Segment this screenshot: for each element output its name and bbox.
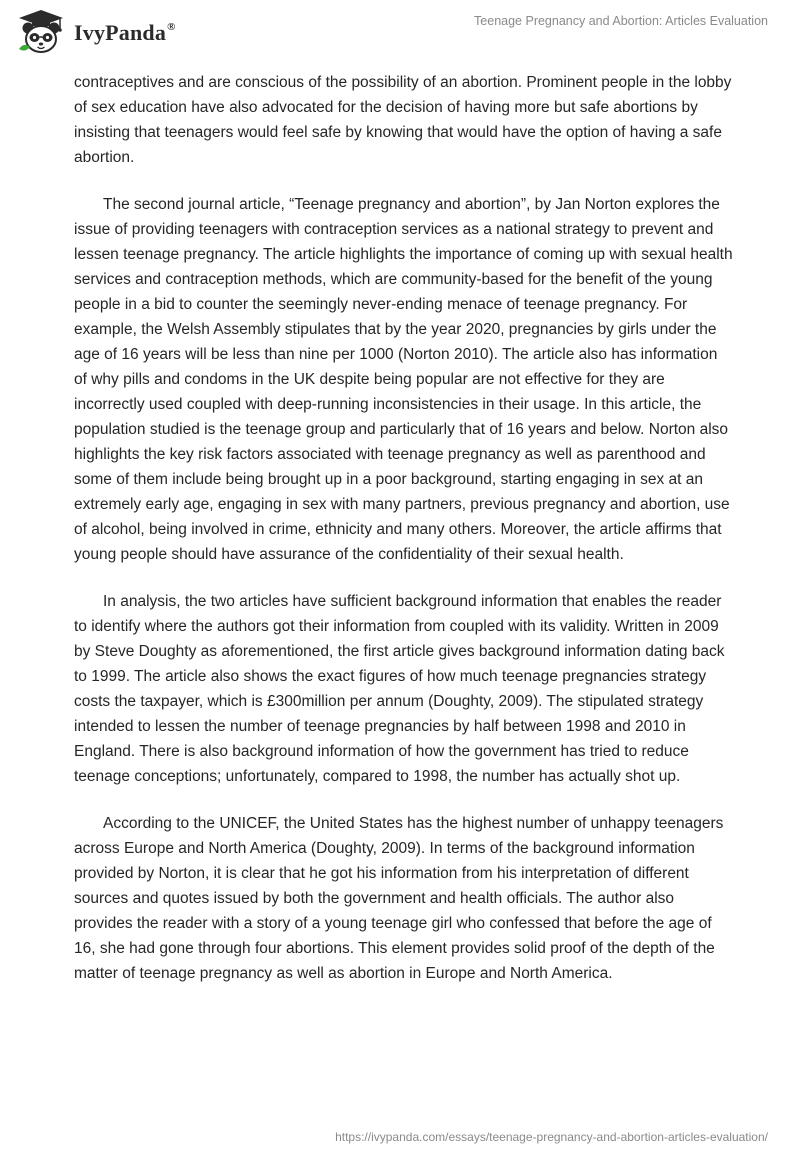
paragraph-4: According to the UNICEF, the United States has the highest number of unhappy teenagers across Europe and North America (Doughty, 2009). In terms of the background information provided by Norton, it is clear that he got his information from his interpretation of different sources and quotes issued by both the government and health officials. The author also provides the reader with a story of a young teenage girl who confessed that before the age of 16, she had gone through four abortions. This element provides solid proof of the depth of the matter of teenage pregnancy as well as abortion in Europe and North America.: [74, 815, 724, 982]
page-header: [0, 0, 800, 66]
paragraph-2: The second journal article, “Teenage pregnancy and abortion”, by Jan Norton explores the issue of providing teenagers with contraception services as a national strategy to prevent and lessen teenage pregnancy. The article highlights the importance of coming up with sexual health services and contraception methods, which are community-based for the benefit of the young people in a bid to counter the seemingly never-ending menace of teenage pregnancy. For example, the Welsh Assembly stipulates that by the year 2020, pregnancies by girls under the age of 16 years will be less than nine per 1000 (Norton 2010). The article also has information of why pills and condoms in the UK despite being popular are not effective for they are incorrectly used coupled with deep-running inconsistencies in their usage. In this article, the population studied is the teenage group and particularly that of 16 years and below. Norton also highlights the key risk factors associated with teenage pregnancy as well as parenthood and some of them include being brought up in a poor background, starting engaging in sex at an extremely early age, engaging in sex with many partners, previous pregnancy and abortion, use of alcohol, being involved in crime, ethnicity and many others. Moreover, the article affirms that young people should have assurance of the confidentiality of their sexual health.: [74, 196, 733, 563]
source-url[interactable]: https://ivypanda.com/essays/teenage-pregnancy-and-abortion-articles-evaluation/: [335, 1130, 768, 1144]
ivypanda-logo[interactable]: [16, 9, 176, 55]
panda-graduate-icon: [16, 9, 66, 55]
paragraph-3: In analysis, the two articles have sufficient background information that enables the reader to identify where the authors got their information from coupled with its validity. Written in 2009 by Steve Doughty as aforementioned, the first article gives background information dating back to 1999. The article also shows the exact figures of how much teenage pregnancies strategy costs the taxpayer, which is £300million per annum (Doughty, 2009). The stipulated strategy intended to lessen the number of teenage pregnancies by half between 1998 and 2010 in England. There is also background information of how the government has tried to reduce teenage conceptions; unfortunately, compared to 1998, the number has actually shot up.: [74, 593, 725, 785]
registered-mark: ®: [167, 20, 176, 33]
essay-body: [74, 70, 734, 1008]
document-title: Teenage Pregnancy and Abortion: Articles Evaluation: [474, 14, 768, 28]
brand-name: IvyPanda®: [74, 20, 176, 45]
paragraph-1: contraceptives and are conscious of the possibility of an abortion. Prominent people in the lobby of sex education have also advocated for the decision of having more but safe abortions by insisting that teenagers would feel safe by knowing that would have the option of having a safe abortion.: [74, 74, 732, 166]
